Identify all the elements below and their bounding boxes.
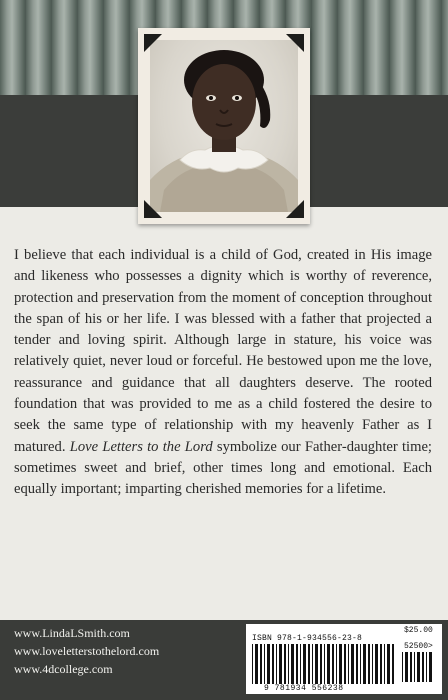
barcode-bar <box>402 652 403 682</box>
barcode-bar <box>414 652 415 682</box>
barcode-bar <box>284 644 286 684</box>
website-links <box>14 624 244 678</box>
barcode-bar <box>308 644 310 684</box>
barcode-bar <box>410 652 412 682</box>
barcode-number: 9 781934 556238 <box>264 684 344 693</box>
barcode-bar <box>368 644 370 684</box>
barcode-bar <box>336 644 337 684</box>
barcode-bar <box>387 644 390 684</box>
barcode-bar <box>372 644 373 684</box>
link-loveletterstothelord[interactable]: www.loveletterstothelord.com <box>14 644 160 658</box>
barcode-bar <box>279 644 282 684</box>
portrait-illustration <box>150 40 298 212</box>
barcode-bar <box>303 644 306 684</box>
barcode-bar <box>417 652 420 682</box>
barcode-bar <box>375 644 378 684</box>
barcode-bar <box>324 644 325 684</box>
price-label: $25.00 <box>404 626 433 635</box>
link-lindalsmith[interactable]: www.LindaLSmith.com <box>14 626 130 640</box>
barcode-bar <box>327 644 330 684</box>
isbn-label: ISBN 978-1-934556-23-8 <box>252 634 363 643</box>
barcode-bar <box>422 652 424 682</box>
link-4dcollege[interactable]: www.4dcollege.com <box>14 662 113 676</box>
barcode-bar <box>267 644 270 684</box>
barcode-bar <box>252 644 253 684</box>
back-cover-blurb <box>14 245 432 501</box>
barcode-bar <box>332 644 334 684</box>
barcode-bar <box>315 644 318 684</box>
barcode-bar <box>348 644 349 684</box>
barcode-bar <box>260 644 262 684</box>
barcode-addon-bars <box>402 652 436 682</box>
barcode-bar <box>344 644 346 684</box>
barcode-bar <box>291 644 294 684</box>
child-portrait-photo <box>150 40 298 212</box>
barcode-bar <box>405 652 408 682</box>
barcode-bar <box>272 644 274 684</box>
barcode-bar <box>312 644 313 684</box>
barcode-bar <box>339 644 342 684</box>
isbn-barcode-box <box>246 624 442 694</box>
blurb-text-part-1: I believe that each individual is a child of God, created in His image and likeness who possesses a dignity which is worthy of reverence, protection and preservation from the moment of conception throughout the span of his or her life. I was blessed with a father that projected a tender and loving spirit. Although large in stature, his voice was relatively quiet, never loud or forceful. He bestowed upon me the love, reassurance and guidance that all daughters deserve. The rooted foundation that was provided to me as a child fostered the desire to seek the same type of relationship with my heavenly Father as I matured. <box>14 247 432 455</box>
barcode-bar <box>255 644 258 684</box>
barcode-bar <box>380 644 382 684</box>
barcode-bar <box>429 652 432 682</box>
barcode-main-bars <box>252 644 398 684</box>
barcode-bar <box>351 644 354 684</box>
photo-frame <box>138 28 310 224</box>
barcode-bar <box>392 644 394 684</box>
barcode-bar <box>384 644 385 684</box>
barcode-bar <box>264 644 265 684</box>
barcode-bar <box>363 644 366 684</box>
barcode-bar <box>360 644 361 684</box>
barcode-bar <box>276 644 277 684</box>
blurb-text-part-2: symbolize our Father-daughter time; sometimes sweet and brief, other times long and emotional. Each equally important; imparting cherished memories for a lifetime. <box>14 438 432 498</box>
barcode-bar <box>426 652 427 682</box>
barcode-bar <box>300 644 301 684</box>
addon-code-label: 52500> <box>404 642 433 651</box>
barcode-bar <box>288 644 289 684</box>
barcode-bar <box>356 644 358 684</box>
barcode-bar <box>320 644 322 684</box>
barcode-bar <box>296 644 298 684</box>
book-title-italic: Love Letters to the Lord <box>69 438 213 455</box>
